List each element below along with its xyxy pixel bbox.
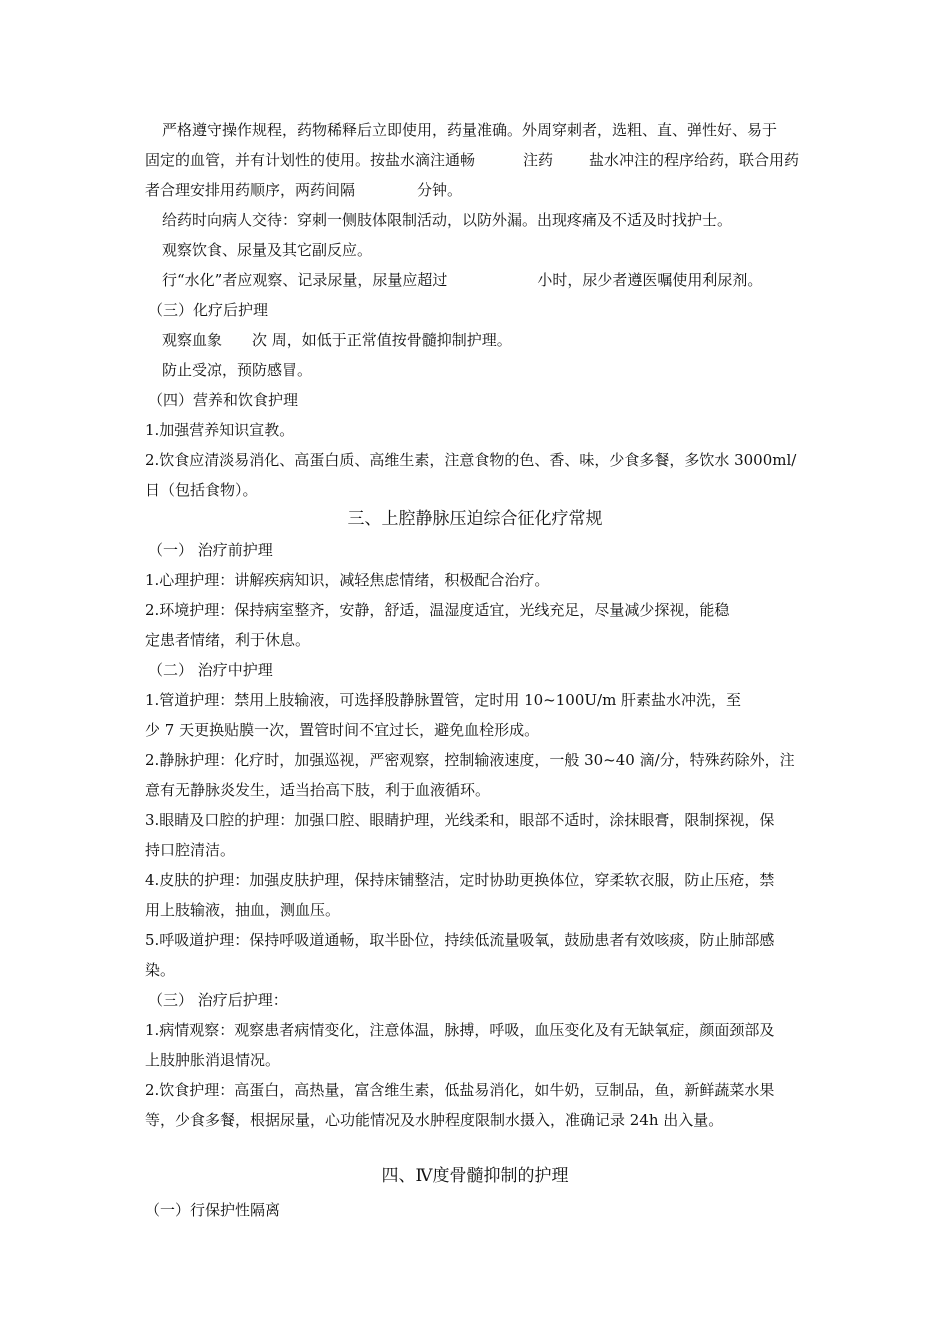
text: （三）化疗后护理 (148, 301, 269, 319)
paragraph-line: 5.呼吸道护理：保持呼吸道通畅，取半卧位，持续低流量吸氧，鼓励患者有效咳痰，防止肺部感 (145, 931, 775, 949)
text: 盐水冲注的程序给药，联合用药 (589, 151, 800, 169)
paragraph-line (145, 179, 855, 201)
paragraph-line: 1.病情观察：观察患者病情变化，注意体温，脉搏，呼吸，血压变化及有无缺氧症，颜面颈部及 (145, 1021, 775, 1039)
paragraph-line: 2.静脉护理：化疗时，加强巡视，严密观察，控制输液速度，一般 30~40 滴/分，特殊药除外，注 (145, 751, 795, 769)
text: 给药时向病人交待：穿刺一侧肢体限制活动，以防外漏。出现疼痛及不适及时找护士。 (162, 211, 733, 229)
paragraph-line: 染。 (145, 961, 176, 979)
paragraph-line: 2.环境护理：保持病室整齐，安静，舒适，温湿度适宜，光线充足，尽量减少探视，能稳 (145, 601, 730, 619)
subsection-heading: （三） 治疗后护理： (148, 991, 288, 1009)
chapter-heading-4: 四、Ⅳ度骨髓抑制的护理 (381, 1166, 569, 1186)
paragraph-line (162, 269, 872, 291)
paragraph-line (162, 239, 872, 261)
text: 分钟。 (417, 181, 463, 199)
paragraph-line: 上肢肿胀消退情况。 (145, 1051, 281, 1069)
text: 观察血象 (162, 331, 223, 349)
section-heading (148, 299, 858, 321)
text: 次 周，如低于正常值按骨髓抑制护理。 (252, 331, 512, 349)
subsection-heading: （一）行保护性隔离 (145, 1201, 281, 1219)
text: 2.饮食应清淡易消化、高蛋白质、高维生素，注意食物的色、香、味，少食多餐，多饮水 3000ml/ (145, 451, 797, 469)
paragraph-line: 少 7 天更换贴膜一次，置管时间不宜过长，避免血栓形成。 (145, 721, 540, 739)
paragraph-line: 等，少食多餐，根据尿量，心功能情况及水肿程度限制水摄入，准确记录 24h 出入量。 (145, 1111, 724, 1129)
section-heading (148, 389, 858, 411)
text: （四）营养和饮食护理 (148, 391, 299, 409)
chapter-heading-3: 三、上腔静脉压迫综合征化疗常规 (347, 509, 603, 529)
paragraph-line: 1.管道护理：禁用上肢输液，可选择股静脉置管，定时用 10~100U/m 肝素盐水冲洗，至 (145, 691, 742, 709)
text: 严格遵守操作规程，药物稀释后立即使用，药量准确。外周穿刺者，选粗、直、弹性好、易于 (162, 121, 778, 139)
paragraph-line: 4.皮肤的护理：加强皮肤护理，保持床铺整洁，定时协助更换体位，穿柔软衣服，防止压疮，禁 (145, 871, 775, 889)
paragraph-line: 2.饮食护理：高蛋白，高热量，富含维生素，低盐易消化，如牛奶，豆制品，鱼，新鲜蔬菜水果 (145, 1081, 775, 1099)
paragraph-line: 意有无静脉炎发生，适当抬高下肢，利于血液循环。 (145, 781, 491, 799)
text: 行“水化”者应观察、记录尿量，尿量应超过 (162, 271, 448, 289)
text: 小时，尿少者遵医嘱使用利尿剂。 (537, 271, 763, 289)
subsection-heading: （一） 治疗前护理 (148, 541, 273, 559)
text: 注药 (523, 151, 554, 169)
text: 防止受凉，预防感冒。 (162, 361, 313, 379)
paragraph-line (162, 119, 872, 141)
paragraph-line: 1.心理护理：讲解疾病知识，减轻焦虑情绪，积极配合治疗。 (145, 571, 550, 589)
paragraph-line: 持口腔清洁。 (145, 841, 236, 859)
paragraph-line (145, 479, 855, 501)
text: 1.加强营养知识宣教。 (145, 421, 295, 439)
paragraph-line (162, 359, 872, 381)
paragraph-line (145, 449, 855, 471)
paragraph-line (145, 419, 855, 441)
paragraph-line: 3.眼睛及口腔的护理：加强口腔、眼睛护理，光线柔和，眼部不适时，涂抹眼膏，限制探视，保 (145, 811, 775, 829)
text: 日（包括食物）。 (145, 481, 258, 499)
paragraph-line: 定患者情绪，利于休息。 (145, 631, 311, 649)
subsection-heading: （二） 治疗中护理 (148, 661, 273, 679)
paragraph-line (162, 329, 872, 351)
text: 固定的血管，并有计划性的使用。按盐水滴注通畅 (145, 151, 476, 169)
text: 观察饮食、尿量及其它副反应。 (162, 241, 373, 259)
paragraph-line (145, 149, 855, 171)
paragraph-line (162, 209, 872, 231)
paragraph-line: 用上肢输液，抽血，测血压。 (145, 901, 341, 919)
text: 者合理安排用药顺序，两药间隔 (145, 181, 356, 199)
